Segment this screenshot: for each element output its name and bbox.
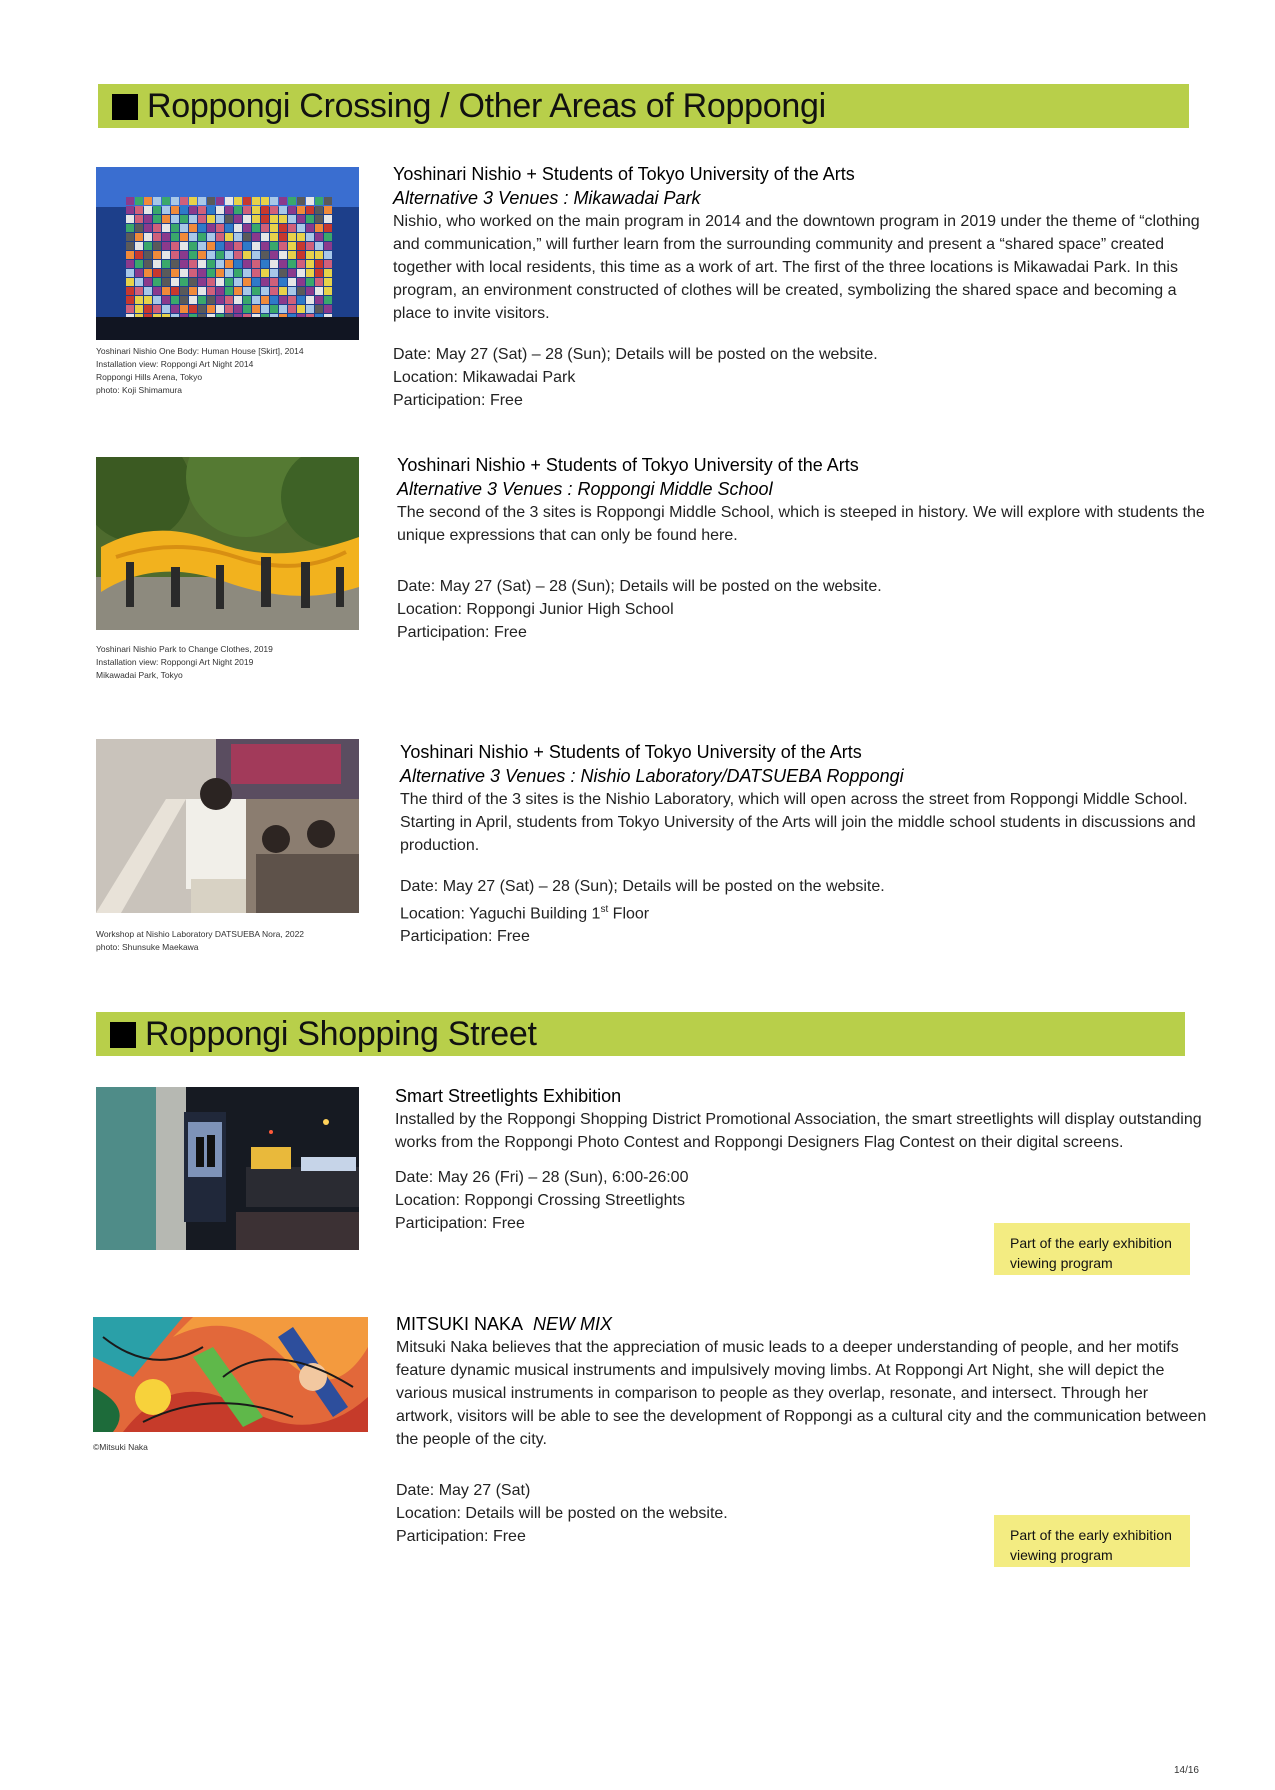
photo-workshop-datsueba bbox=[96, 739, 359, 913]
event-participation: Participation: Free bbox=[400, 928, 530, 946]
square-bullet-icon bbox=[112, 94, 138, 120]
section-header bbox=[98, 84, 1189, 128]
event-date: Date: May 26 (Fri) – 28 (Sun), 6:00-26:00 bbox=[395, 1169, 689, 1186]
section-title: Roppongi Shopping Street bbox=[145, 1015, 537, 1053]
early-viewing-badge: Part of the early exhibition viewing program bbox=[994, 1515, 1190, 1567]
event-location: Location: Roppongi Junior High School bbox=[397, 601, 674, 618]
event-participation: Participation: Free bbox=[397, 624, 527, 641]
event-date: Date: May 27 (Sat) – 28 (Sun); Details will be posted on the website. bbox=[393, 346, 878, 363]
event-subheading: Alternative 3 Venues : Mikawadai Park bbox=[393, 188, 701, 208]
section-title: Roppongi Crossing / Other Areas of Roppongi bbox=[147, 87, 826, 125]
photo-caption: ©Mitsuki Naka bbox=[93, 1442, 148, 1452]
event-location: Location: Details will be posted on the website. bbox=[396, 1505, 728, 1522]
event-heading: Yoshinari Nishio + Students of Tokyo University of the Arts bbox=[393, 164, 855, 184]
page-number: 14/16 bbox=[1173, 1765, 1199, 1776]
early-viewing-badge: Part of the early exhibition viewing program bbox=[994, 1223, 1190, 1275]
event-description: The third of the 3 sites is the Nishio Laboratory, which will open across the street from Roppongi Middle School. Starting in April, students from Tokyo University of the Arts will join the middle school students in discussions and production. bbox=[400, 791, 1196, 854]
event-block bbox=[400, 740, 1208, 948]
event-date: Date: May 27 (Sat) – 28 (Sun); Details will be posted on the website. bbox=[397, 578, 882, 595]
event-heading: MITSUKI NAKA NEW MIX bbox=[396, 1314, 613, 1334]
photo-human-house-skirt bbox=[96, 167, 359, 340]
event-heading: Yoshinari Nishio + Students of Tokyo University of the Arts bbox=[400, 742, 862, 762]
event-description: Installed by the Roppongi Shopping District Promotional Association, the smart streetlights will display outstanding works from the Roppongi Photo Contest and Roppongi Designers Flag Contest on their digital screens. bbox=[395, 1111, 1202, 1151]
event-description: Nishio, who worked on the main program in 2014 and the downtown program in 2019 under the theme of “clothing and communication,” will further learn from the surrounding community and present a “shared space” created together with local residents, this time as a work of art. The first of the three locations is Mikawadai Park. In this program, an environment constructed of clothes will be created, symbolizing the shared space and becoming a place to invite visitors. bbox=[393, 213, 1200, 322]
photo-caption: Yoshinari Nishio One Body: Human House [Skirt], 2014 Installation view: Roppongi Art Night 2014 Roppongi Hills Arena, Tokyo photo: Koji Shimamura bbox=[96, 346, 304, 395]
event-description: Mitsuki Naka believes that the appreciation of music leads to a deeper understanding of people, and her motifs feature dynamic musical instruments and impulsively moving limbs. At Roppongi Art Night, she will depict the various musical instruments in comparison to people as they overlap, resonate, and intersect. Through her artwork, visitors will be able to see the development of Roppongi as a cultural city and the communication between the people of the city. bbox=[396, 1339, 1207, 1448]
photo-park-to-change-clothes bbox=[96, 457, 359, 630]
event-participation: Participation: Free bbox=[396, 1528, 526, 1545]
event-location: Location: Mikawadai Park bbox=[393, 369, 576, 386]
event-block bbox=[393, 162, 1208, 412]
event-participation: Participation: Free bbox=[393, 392, 523, 409]
event-block bbox=[395, 1084, 1208, 1235]
event-subheading: Alternative 3 Venues : Roppongi Middle School bbox=[397, 479, 773, 499]
photo-smart-streetlight bbox=[96, 1087, 359, 1250]
event-description: The second of the 3 sites is Roppongi Middle School, which is steeped in history. We will explore with students the unique expressions that can only be found here. bbox=[397, 504, 1205, 544]
event-date: Date: May 27 (Sat) bbox=[396, 1482, 531, 1499]
event-block bbox=[397, 453, 1208, 644]
section-header bbox=[96, 1012, 1185, 1056]
event-location: Location: Yaguchi Building 1st Floor bbox=[400, 904, 650, 923]
event-heading: Smart Streetlights Exhibition bbox=[395, 1086, 622, 1106]
event-participation: Participation: Free bbox=[395, 1215, 525, 1232]
photo-caption: Yoshinari Nishio Park to Change Clothes, 2019 Installation view: Roppongi Art Night 2019 Mikawadai Park, Tokyo bbox=[96, 644, 273, 680]
event-heading: Yoshinari Nishio + Students of Tokyo University of the Arts bbox=[397, 455, 859, 475]
event-location: Location: Roppongi Crossing Streetlights bbox=[395, 1192, 685, 1209]
photo-new-mix-artwork bbox=[93, 1317, 368, 1432]
square-bullet-icon bbox=[110, 1022, 136, 1048]
event-subheading: Alternative 3 Venues : Nishio Laboratory/DATSUEBA Roppongi bbox=[400, 766, 904, 786]
photo-caption: Workshop at Nishio Laboratory DATSUEBA Nora, 2022 photo: Shunsuke Maekawa bbox=[96, 929, 305, 952]
event-date: Date: May 27 (Sat) – 28 (Sun); Details will be posted on the website. bbox=[400, 878, 885, 895]
event-block bbox=[396, 1312, 1208, 1548]
